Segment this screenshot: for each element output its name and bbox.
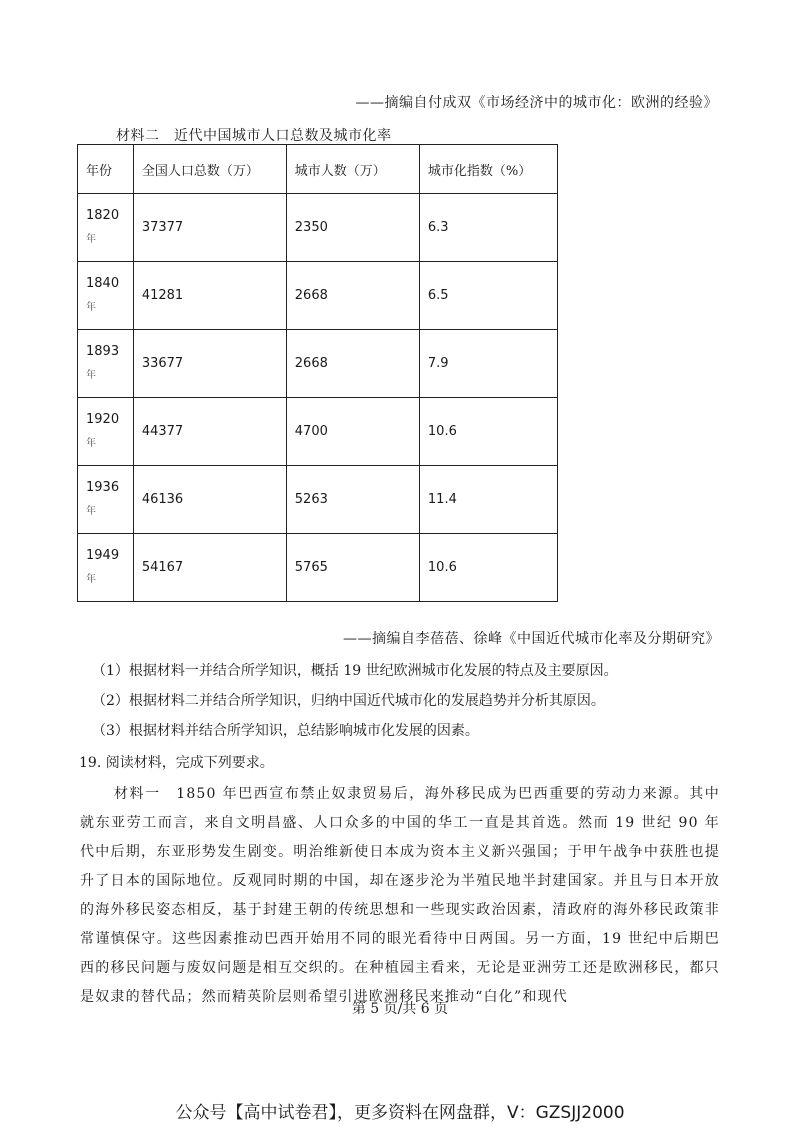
cell-year: 1920 年 [78,398,134,466]
cell-year: 1936 年 [78,466,134,534]
question-19-heading: 19. 阅读材料，完成下列要求。 [79,755,274,771]
cell-total: 33677 [133,330,286,398]
cell-rate: 11.4 [419,466,557,534]
source-citation-1: ——摘编自付成双《市场经济中的城市化：欧洲的经验》 [355,95,718,111]
cell-total: 37377 [133,194,286,262]
table-row [78,398,558,466]
material-2-title: 材料二 近代中国城市人口总数及城市化率 [116,128,392,144]
question-1: （1）根据材料一并结合所学知识，概括 19 世纪欧洲城市化发展的特点及主要原因。 [92,663,618,679]
question-2: （2）根据材料二并结合所学知识，归纳中国近代城市化的发展趋势并分析其原因。 [92,693,605,709]
header-urban-population: 城市人数（万） [286,145,419,194]
table-row [78,330,558,398]
cell-rate: 7.9 [419,330,557,398]
cell-rate: 6.3 [419,194,557,262]
cell-total: 54167 [133,534,286,602]
cell-year: 1949 年 [78,534,134,602]
cell-rate: 6.5 [419,262,557,330]
cell-total: 46136 [133,466,286,534]
table-row [78,262,558,330]
cell-urban: 2350 [286,194,419,262]
cell-urban: 2668 [286,262,419,330]
question-3: （3）根据材料并结合所学知识，总结影响城市化发展的因素。 [92,723,479,739]
cell-total: 41281 [133,262,286,330]
cell-urban: 2668 [286,330,419,398]
cell-year: 1840 年 [78,262,134,330]
cell-rate: 10.6 [419,534,557,602]
urbanization-table [77,144,558,602]
footer-watermark-text: 公众号【高中试卷君】，更多资料在网盘群，V：GZSJJ2000 [175,1103,625,1123]
cell-urban: 4700 [286,398,419,466]
page-number: 第 5 页/共 6 页 [351,1001,449,1017]
cell-year: 1893 年 [78,330,134,398]
cell-total: 44377 [133,398,286,466]
cell-year: 1820 年 [78,194,134,262]
cell-rate: 10.6 [419,398,557,466]
table-row [78,534,558,602]
header-urbanization-rate: 城市化指数（%） [419,145,557,194]
material-1-paragraph: 材料一 1850 年巴西宣布禁止奴隶贸易后，海外移民成为巴西重要的劳动力来源。其中就东亚劳工而言，来自文明昌盛、人口众多的中国的华工一直是其首选。然而 19 世纪 90 年代中后期，东亚形势发生剧变。明治维新使日本成为资本主义新兴强国；于甲午战争中获胜也提升了日本的国际地位。反观同时期的中国，却在逐步沦为半殖民地半封建国家。并且与日本开放的海外移民姿态相反，基于封建王朝的传统思想和一些现实政治因素，清政府的海外移民政策非常谨慎保守。这些因素推动巴西开始用不同的眼光看待中日两国。另一方面，19 世纪中后期巴西的移民问题与废奴问题是相互交织的。在种植园主看来，无论是亚洲劳工还是欧洲移民，都只是奴隶的替代品；然而精英阶层则希望引进欧洲移民来推动“白化”和现代 [80,786,720,1005]
header-year: 年份 [78,145,134,194]
source-citation-2: ——摘编自李蓓蓓、徐峰《中国近代城市化率及分期研究》 [343,631,720,647]
table-header-row [78,145,558,194]
table-row [78,194,558,262]
header-total-population: 全国人口总数（万） [133,145,286,194]
cell-urban: 5263 [286,466,419,534]
table-row [78,466,558,534]
cell-urban: 5765 [286,534,419,602]
